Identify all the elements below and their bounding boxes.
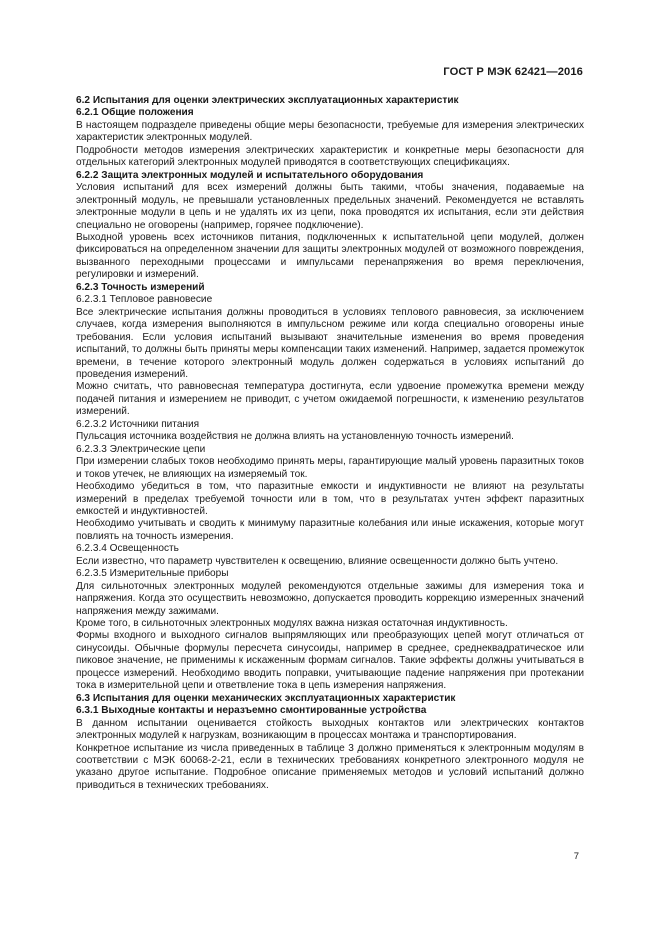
paragraph: Выходной уровень всех источников питания, подключенных к испытательной цепи модулей, должен фиксироваться на определенном значении для защиты электронных модулей от возможного повреждения, вызванного переходными процессами и импульсами перенапряжения во время переключения, регулировки и измерений. [76,231,584,281]
section-6-2-3-5-title: 6.2.3.5 Измерительные приборы [76,568,229,580]
section-6-2-3-2-title: 6.2.3.2 Источники питания [76,418,200,430]
document-body [76,95,584,792]
section-6-2-3-3-title: 6.2.3.3 Электрические цепи [76,443,206,455]
paragraph: Кроме того, в сильноточных электронных модулях важна низкая остаточная индуктивность. [76,618,508,630]
paragraph: В данном испытании оценивается стойкость выходных контактов или электрических контактов электронных модулей к нагрузкам, возникающим в процессах монтажа и транспортирования. [76,717,584,742]
paragraph: При измерении слабых токов необходимо принять меры, гарантирующие малый уровень паразитных токов и токов утечек, не влияющих на измеряемый ток. [76,456,584,480]
section-6-2-title: 6.2 Испытания для оценки электрических эксплуатационных характеристик [76,95,459,106]
paragraph: Необходимо убедиться в том, что паразитные емкости и индуктивности не влияют на результаты измерений в пределах требуемой точности или в том, что в результатах учтен эффект паразитных емкостей и индуктивностей. [76,481,584,517]
paragraph: Пульсация источника воздействия не должна влиять на установленную точность измерений. [76,431,514,443]
paragraph: Для сильноточных электронных модулей рекомендуются отдельные зажимы для измерения тока и напряжения. Когда это осуществить невозможно, допускается проводить коррекцию измеренных значений напряжения между зажимами. [76,580,584,617]
section-6-3-title: 6.3 Испытания для оценки механических эксплуатационных характеристик [76,692,456,704]
paragraph: Формы входного и выходного сигналов выпрямляющих или преобразующих цепей могут отличаться от синусоиды. Обычные формулы пересчета синусоиды, например в среднее, среднеквадратическое или пиковое значение, не применимы к искаженным формам сигналов. Такие эффекты должны учитываться в процессе измерений. Необходимо вводить поправки, учитывающие падение напряжения при протекании тока в измерительной цепи и ответвление тока в цепь измерения напряжения. [76,630,584,692]
paragraph: Подробности методов измерения электрических характеристик и конкретные меры безопасности для отдельных категорий электронных модулей приводятся в соответствующих спецификациях. [76,144,584,169]
document-header: ГОСТ Р МЭК 62421—2016 [443,66,583,78]
paragraph: Если известно, что параметр чувствителен к освещению, влияние освещенности должно быть учтено. [76,555,559,567]
section-6-2-3-title: 6.2.3 Точность измерений [76,281,205,293]
paragraph: Все электрические испытания должны проводиться в условиях теплового равновесия, за исключением случаев, когда измерения выполняются в импульсном режиме или когда специально оговорены иные требования. Если условия испытаний вызывают значительные изменения во время проведения испытаний, то должны быть приняты меры компенсации таких изменений. Например, задается промежуток времени, в течение которого электронный модуль должен содержаться в условиях испытаний до проведения измерений. [76,306,584,380]
section-6-2-1-title: 6.2.1 Общие положения [76,107,194,119]
section-6-3-1-title: 6.3.1 Выходные контакты и неразъемно смонтированные устройства [76,705,427,717]
section-6-2-3-4-title: 6.2.3.4 Освещенность [76,543,179,555]
paragraph: Необходимо учитывать и сводить к минимуму паразитные колебания или иные искажения, которые могут повлиять на точность измерения. [76,518,584,542]
paragraph: Можно считать, что равновесная температура достигнута, если удвоение промежутка времени между подачей питания и измерением не приводит, с учетом ожидаемой погрешности, к изменению результатов измерений. [76,381,584,418]
paragraph: В настоящем подразделе приведены общие меры безопасности, требуемые для измерения электрических характеристик электронных модулей. [76,119,584,144]
section-6-2-2-title: 6.2.2 Защита электронных модулей и испытательного оборудования [76,169,424,181]
paragraph: Конкретное испытание из числа приведенных в таблице 3 должно применяться к электронным модулям в соответствии с МЭК 60068-2-21, если в технических требованиях конкретного электронного модуля не указано другое испытание. Подробное описание применяемых методов и условий испытаний должно приводиться в технических требованиях. [76,742,584,791]
page-number: 7 [573,851,579,862]
paragraph: Условия испытаний для всех измерений должны быть такими, чтобы значения, подаваемые на электронный модуль, не превышали установленных предельных значений. Рекомендуется не вставлять электронные модули в цепь и не удалять их из цепи, пока проводятся их испытания, если эти действия специально не оговорены (например, горячее подключение). [76,182,584,231]
section-6-2-3-1-title: 6.2.3.1 Тепловое равновесие [76,294,213,306]
